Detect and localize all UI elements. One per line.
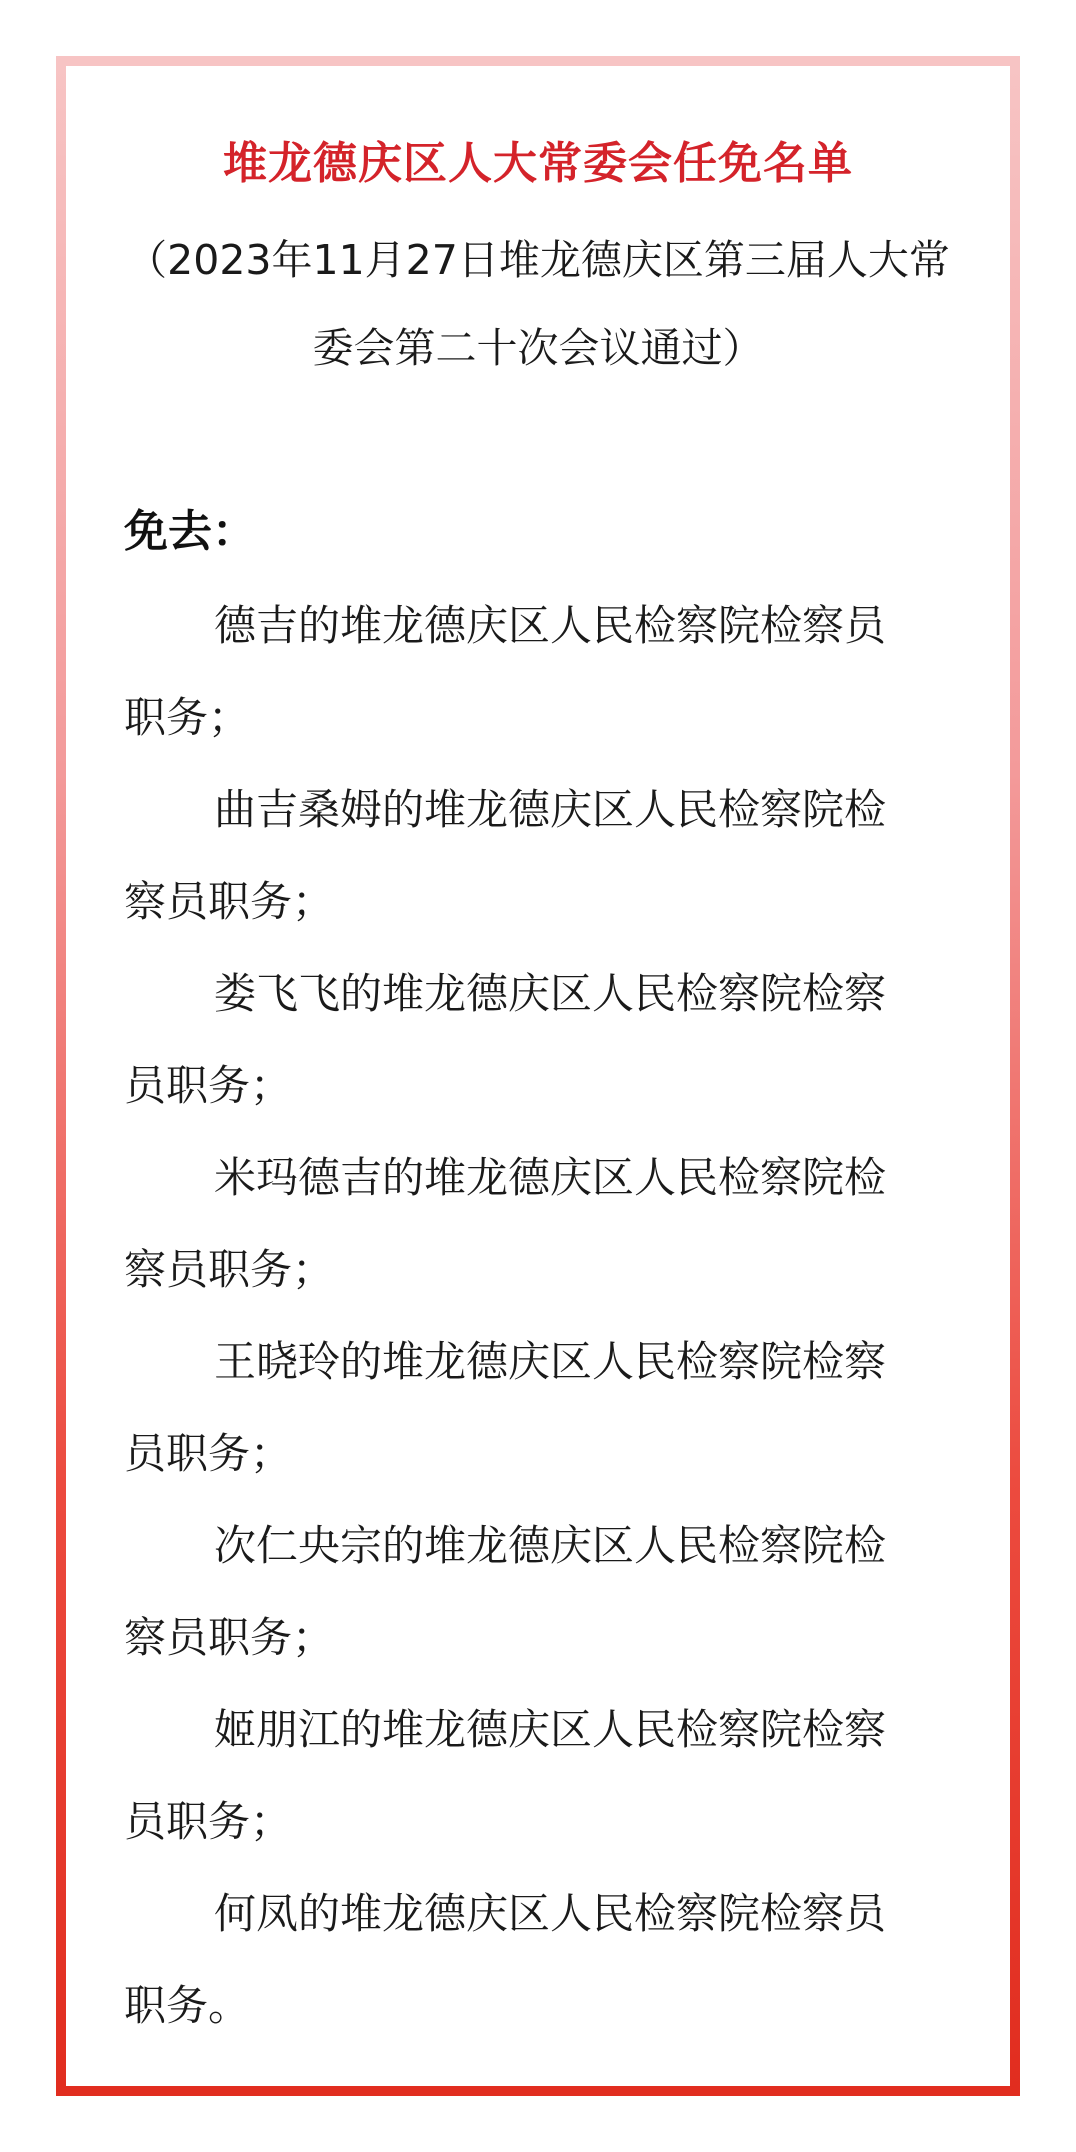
entry-text-line1: 次仁央宗的堆龙德庆区人民检察院检 [214, 1521, 887, 1570]
document-subtitle-line2: 委会第二十次会议通过） [312, 324, 764, 372]
entry-text-line2: 察员职务； [124, 1245, 335, 1294]
entry-text-line2: 职务； [124, 693, 251, 742]
entry-text-line1: 何凤的堆龙德庆区人民检察院检察员 [214, 1889, 887, 1938]
entry-text-line2: 员职务； [124, 1061, 293, 1110]
entry-text-line2: 职务。 [124, 1981, 251, 2030]
entry-text-line1: 姬朋江的堆龙德庆区人民检察院检察 [214, 1705, 887, 1754]
entry-text-line1: 米玛德吉的堆龙德庆区人民检察院检 [214, 1153, 887, 1202]
entry-text-line2: 员职务； [124, 1797, 293, 1846]
document-title: 堆龙德庆区人大常委会任免名单 [223, 138, 853, 189]
entry-text-line1: 王晓玲的堆龙德庆区人民检察院检察 [214, 1337, 887, 1386]
entry-text-line2: 察员职务； [124, 1613, 335, 1662]
entry-text-line1: 曲吉桑姆的堆龙德庆区人民检察院检 [214, 785, 887, 834]
document-subtitle-line1: （2023年11月27日堆龙德庆区第三届人大常 [126, 236, 950, 284]
entry-text-line1: 娄飞飞的堆龙德庆区人民检察院检察 [214, 969, 887, 1018]
section-label-dismiss: 免去： [124, 506, 256, 557]
entry-text-line1: 德吉的堆龙德庆区人民检察院检察员 [214, 601, 887, 650]
entry-text-line2: 员职务； [124, 1429, 293, 1478]
entry-text-line2: 察员职务； [124, 877, 335, 926]
